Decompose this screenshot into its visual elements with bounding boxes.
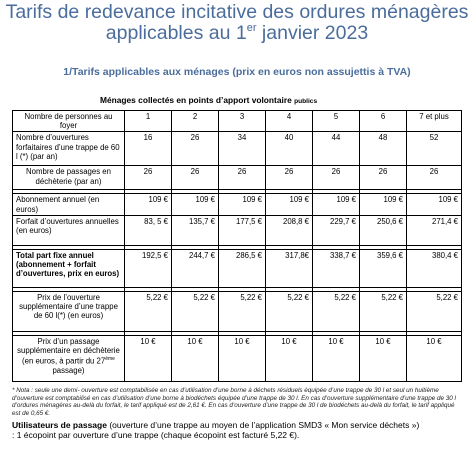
table-cell: 229,7 € <box>313 215 360 245</box>
header-col-2: 2 <box>172 111 219 132</box>
title-text: applicables au 1 <box>105 22 247 44</box>
table-cell: 317,8€ <box>266 249 313 287</box>
table-row-package <box>13 215 462 245</box>
header-col-6: 6 <box>360 111 407 132</box>
table-cell: 271,4 € <box>407 215 462 245</box>
table-cell: 26 <box>407 166 462 190</box>
table-cell: 286,5 € <box>219 249 266 287</box>
table-cell: 5,22 € <box>360 291 407 331</box>
table-row-openings <box>13 132 462 166</box>
title-date-text: janvier 2023 <box>256 22 369 44</box>
table-cell: 34 <box>219 132 266 166</box>
title-superscript: er <box>246 22 257 34</box>
table-cell: 52 <box>407 132 462 166</box>
table-cell: 109 € <box>266 194 313 215</box>
table-cell: 10 € <box>313 335 360 381</box>
table-cell: 109 € <box>313 194 360 215</box>
table-cell: 5,22 € <box>125 291 172 331</box>
table-cell: 109 € <box>125 194 172 215</box>
tariff-table <box>12 110 462 382</box>
page-title: Tarifs de redevance incitative des ordures ménagères <box>5 1 469 23</box>
transit-users-text: (ouverture d’une trappe au moyen de l’application SMD3 « Mon service déchets ») <box>106 420 420 430</box>
transit-users-line1 <box>12 420 467 430</box>
page-title-date <box>0 22 474 44</box>
header-col-3: 3 <box>219 111 266 132</box>
table-cell: 109 € <box>407 194 462 215</box>
header-col-7: 7 et plus <box>407 111 462 132</box>
row-label: Nombre d’ouvertures forfaitaires d’une trappe de 60 l (*) (par an) <box>13 132 125 166</box>
transit-users-label: Utilisateurs de passage <box>12 420 107 430</box>
row-label: Prix de l’ouverture supplémentaire d’une trappe de 60 l(*) (en euros) <box>13 291 125 331</box>
table-cell: 26 <box>125 166 172 190</box>
table-cell: 44 <box>313 132 360 166</box>
table-cell: 338,7 € <box>313 249 360 287</box>
table-cell: 26 <box>172 166 219 190</box>
table-row-passages <box>13 166 462 190</box>
table-cell: 10 € <box>407 335 462 381</box>
table-cell: 177,5 € <box>219 215 266 245</box>
table-cell: 10 € <box>172 335 219 381</box>
table-cell: 5,22 € <box>266 291 313 331</box>
table-cell: 40 <box>266 132 313 166</box>
table-cell: 5,22 € <box>313 291 360 331</box>
table-cell: 208,8 € <box>266 215 313 245</box>
footnote: * Nota : seule une demi- ouverture est comptabilisée en cas d’utilisation d’une borne à déchets résiduels équipée d’une trappe de 30 l et seul un huitième d’ouverture est comptabilisé en cas d’utilisation d’une borne à biodéchets équipée d’une trappe de 30 l. En cas d’ouverture supplémentaire d’une trappe de 30 l d’ordures ménagères au-delà du forfait, le tarif appliqué est de 2,61 €. En cas d’ouverture d’une trappe de 30 l de biodéchets au-delà du forfait, le tarif appliqué est de 0,65 €. <box>12 387 456 417</box>
table-cell: 192,5 € <box>125 249 172 287</box>
row-label: Forfait d’ouvertures annuelles (en euros) <box>13 215 125 245</box>
table-row-subscription <box>13 194 462 215</box>
table-row-extra-passage <box>13 335 462 381</box>
table-cell: 10 € <box>125 335 172 381</box>
table-cell: 26 <box>360 166 407 190</box>
row-label: Total part fixe annuel (abonnement + forfait d’ouvertures, prix en euros) <box>13 249 125 287</box>
table-cell: 83, 5 € <box>125 215 172 245</box>
table-cell: 109 € <box>360 194 407 215</box>
table-cell: 135,7 € <box>172 215 219 245</box>
table-row-extra-opening <box>13 291 462 331</box>
table-cell: 109 € <box>219 194 266 215</box>
table-cell: 359,6 € <box>360 249 407 287</box>
table-cell: 10 € <box>360 335 407 381</box>
transit-users-info <box>12 420 467 440</box>
table-cell: 5,22 € <box>219 291 266 331</box>
row-label <box>13 335 125 381</box>
header-col-5: 5 <box>313 111 360 132</box>
row-label-text: Prix d’un passage supplémentaire en déchèterie (en euros, à partir du 27 <box>17 336 120 366</box>
table-cell: 109 € <box>172 194 219 215</box>
table-cell: 10 € <box>266 335 313 381</box>
table-cell: 48 <box>360 132 407 166</box>
transit-users-line2: : 1 écopoint par ouverture d’une trappe (chaque écopoint est facturé 5,22 €). <box>12 430 300 440</box>
table-cell: 26 <box>172 132 219 166</box>
header-col-4: 4 <box>266 111 313 132</box>
row-label-text-end: passage) <box>52 366 85 376</box>
table-cell: 380,4 € <box>407 249 462 287</box>
table-cell: 16 <box>125 132 172 166</box>
table-cell: 26 <box>266 166 313 190</box>
table-cell: 5,22 € <box>172 291 219 331</box>
table-row-total-fixed <box>13 249 462 287</box>
table-cell: 10 € <box>219 335 266 381</box>
table-cell: 250,6 € <box>360 215 407 245</box>
table-caption <box>100 95 317 105</box>
row-label: Abonnement annuel (en euros) <box>13 194 125 215</box>
table-cell: 26 <box>313 166 360 190</box>
row-label: Nombre de passages en déchèterie (par an) <box>13 166 125 190</box>
table-cell: 244,7 € <box>172 249 219 287</box>
table-cell: 5,22 € <box>407 291 462 331</box>
table-caption-small: publics <box>294 98 318 105</box>
header-household-size: Nombre de personnes au foyer <box>13 111 125 132</box>
header-col-1: 1 <box>125 111 172 132</box>
table-caption-main: Ménages collectés en points d’apport volontaire <box>100 95 292 105</box>
table-header-row <box>13 111 462 132</box>
row-label-superscript: ème <box>105 356 115 363</box>
table-cell: 26 <box>219 166 266 190</box>
section-subtitle: 1/Tarifs applicables aux ménages (prix en euros non assujettis à TVA) <box>63 66 411 78</box>
